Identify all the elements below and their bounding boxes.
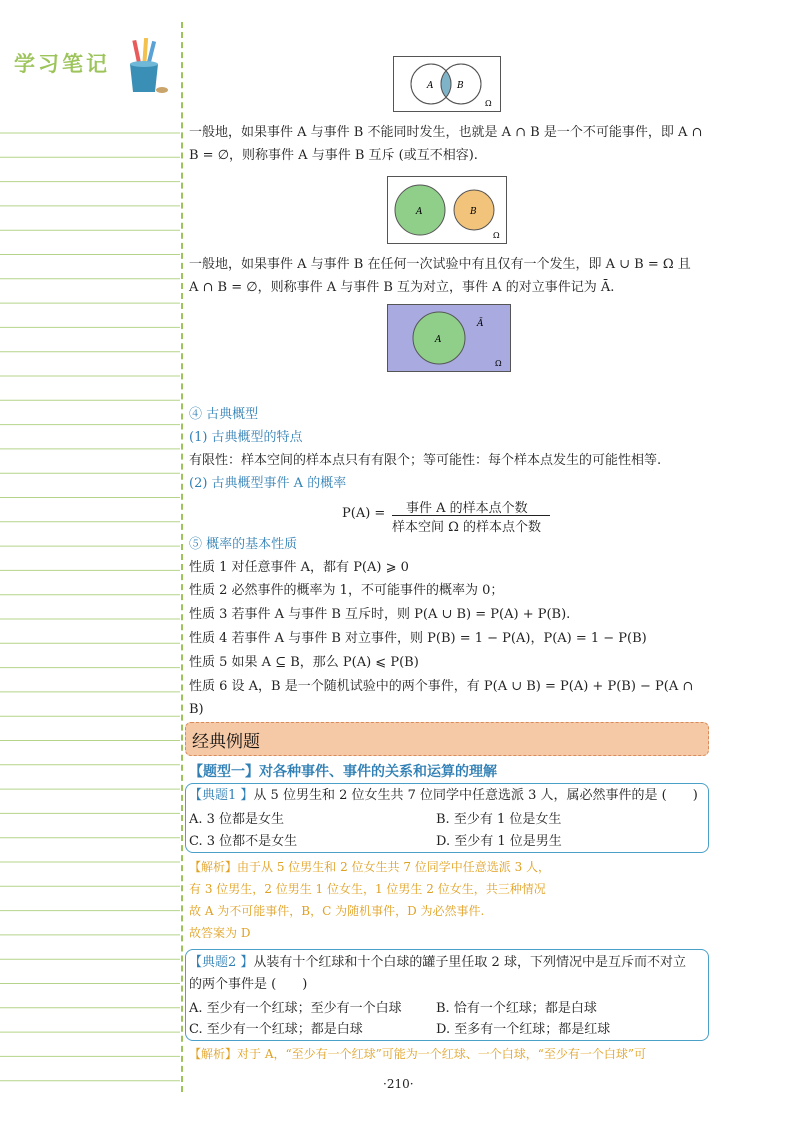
venn2-label-a: A [416, 207, 423, 217]
example-2-tag: 【典题2 】 [189, 955, 254, 970]
property-item: 性质 6 设 A，B 是一个随机试验中的两个事件，有 P(A ∪ B) = P(A) + P(B) − P(A ∩ [189, 679, 694, 694]
dashed-divider [181, 22, 183, 1092]
section-title: 经典例题 [192, 732, 260, 752]
properties-heading: ⑤ 概率的基本性质 [189, 537, 298, 552]
ex1-option-d: D. 至少有 1 位是男生 [436, 834, 562, 849]
ex2-option-d: D. 至多有一个红球；都是红球 [436, 1022, 611, 1037]
example-2-question-cont: 的两个事件是 ( ) [189, 977, 308, 992]
solution-1-line: 故答案为 D [189, 926, 251, 940]
ex1-option-b: B. 至少有 1 位是女生 [436, 812, 562, 827]
example-2-text: 从装有十个红球和十个白球的罐子里任取 2 球，下列情况中是互斥而不对立 [253, 955, 686, 970]
solution-1-line: 有 3 位男生，2 位男生 1 位女生，1 位男生 2 位女生，共三种情况 [189, 882, 546, 896]
page-number: ·210· [383, 1077, 414, 1091]
section-title-bar [185, 722, 709, 756]
formula-numerator: 事件 A 的样本点个数 [406, 501, 528, 516]
notes-lines [0, 0, 182, 1122]
ex2-option-a: A. 至少有一个红球；至少有一个白球 [189, 1001, 402, 1016]
classical-heading: ④ 古典概型 [189, 407, 259, 422]
property-item: 性质 1 对任意事件 A，都有 P(A) ⩾ 0 [189, 560, 409, 575]
venn-complement-diagram [387, 304, 511, 372]
solution-1-line: 故 A 为不可能事件，B，C 为随机事件，D 为必然事件. [189, 904, 485, 918]
example-1-question [189, 784, 698, 807]
type-title: 【题型一】对各种事件、事件的关系和运算的理解 [189, 764, 497, 780]
classical-sub1: (1) 古典概型的特点 [189, 430, 303, 445]
venn3-omega: Ω [495, 359, 502, 368]
property-item: 性质 4 若事件 A 与事件 B 对立事件，则 P(B) = 1 − P(A)，P(A) = 1 − P(B) [189, 631, 647, 646]
solution-1-line: 【解析】由于从 5 位男生和 2 位女生共 7 位同学中任意选派 3 人， [189, 860, 551, 874]
solution-2-line: 【解析】对于 A，“至少有一个红球”可能为一个红球、一个白球，“至少有一个白球”可 [189, 1047, 647, 1061]
ex1-option-a: A. 3 位都是女生 [189, 812, 285, 827]
property-item: 性质 5 如果 A ⊆ B，那么 P(A) ⩽ P(B) [189, 655, 419, 670]
venn2-omega: Ω [493, 231, 500, 240]
ex1-option-c: C. 3 位都不是女生 [189, 834, 298, 849]
property-item: 性质 2 必然事件的概率为 1，不可能事件的概率为 0； [189, 583, 504, 598]
property-item: 性质 3 若事件 A 与事件 B 互斥时，则 P(A ∪ B) = P(A) + P(B). [189, 607, 571, 622]
venn2-label-b: B [470, 207, 477, 217]
venn1-omega: Ω [485, 99, 492, 108]
ex2-option-b: B. 恰有一个红球；都是白球 [436, 1001, 597, 1016]
venn-intersection-diagram [393, 56, 501, 112]
para2-line1: 一般地，如果事件 A 与事件 B 在任何一次试验中有且仅有一个发生，即 A ∪ B = Ω 且 [189, 257, 691, 272]
para2-line2: A ∩ B = ∅，则称事件 A 与事件 B 互为对立，事件 A 的对立事件记为 Ā. [189, 280, 615, 295]
venn3-label-a: A [435, 335, 442, 345]
venn1-label-b: B [457, 81, 464, 91]
formula-lhs: P(A) = [342, 506, 386, 521]
venn1-label-a: A [427, 81, 434, 91]
example-1-text: 从 5 位男生和 2 位女生共 7 位同学中任意选派 3 人，属必然事件的是 ( ) [253, 788, 698, 803]
venn3-label-abar: Ā [477, 319, 484, 329]
example-2-question [189, 951, 686, 974]
classical-sub2: (2) 古典概型事件 A 的概率 [189, 476, 347, 491]
property-item: B) [189, 702, 204, 717]
para1-line2: B = ∅，则称事件 A 与事件 B 互斥 (或互不相容). [189, 148, 478, 163]
ex2-option-c: C. 至少有一个红球；都是白球 [189, 1022, 363, 1037]
classical-feature: 有限性：样本空间的样本点只有有限个；等可能性：每个样本点发生的可能性相等. [189, 453, 662, 468]
formula-denominator: 样本空间 Ω 的样本点个数 [392, 520, 542, 535]
para1-line1: 一般地，如果事件 A 与事件 B 不能同时发生，也就是 A ∩ B 是一个不可能事件，即 A ∩ [189, 125, 703, 140]
notes-title: 学习笔记 [14, 52, 110, 76]
venn-mutually-exclusive-diagram [387, 176, 507, 244]
example-1-tag: 【典题1 】 [189, 788, 254, 803]
